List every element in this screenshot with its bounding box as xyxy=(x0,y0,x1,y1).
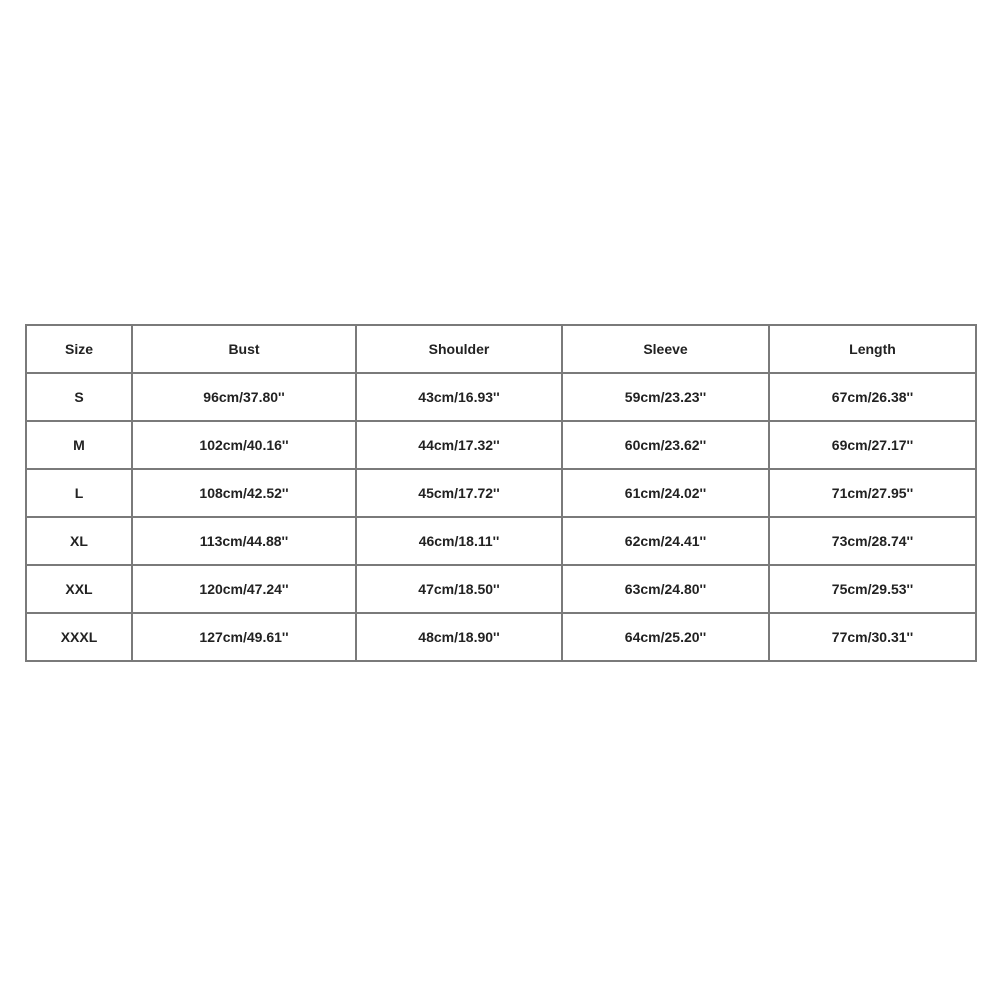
table-row xyxy=(26,469,976,517)
cell-length: 69cm/27.17'' xyxy=(769,421,976,469)
cell-length: 75cm/29.53'' xyxy=(769,565,976,613)
cell-sleeve: 64cm/25.20'' xyxy=(562,613,769,661)
cell-bust: 120cm/47.24'' xyxy=(132,565,356,613)
cell-bust: 113cm/44.88'' xyxy=(132,517,356,565)
table-row xyxy=(26,565,976,613)
header-row xyxy=(26,325,976,373)
table-row xyxy=(26,421,976,469)
cell-size: XXL xyxy=(26,565,132,613)
cell-size: M xyxy=(26,421,132,469)
cell-shoulder: 43cm/16.93'' xyxy=(356,373,562,421)
cell-size: XXXL xyxy=(26,613,132,661)
cell-shoulder: 47cm/18.50'' xyxy=(356,565,562,613)
size-chart-header xyxy=(26,325,976,373)
cell-size: S xyxy=(26,373,132,421)
cell-length: 77cm/30.31'' xyxy=(769,613,976,661)
cell-sleeve: 62cm/24.41'' xyxy=(562,517,769,565)
cell-sleeve: 63cm/24.80'' xyxy=(562,565,769,613)
cell-sleeve: 60cm/23.62'' xyxy=(562,421,769,469)
table-row xyxy=(26,373,976,421)
header-sleeve: Sleeve xyxy=(562,325,769,373)
size-chart-table xyxy=(25,324,977,662)
cell-bust: 102cm/40.16'' xyxy=(132,421,356,469)
header-bust: Bust xyxy=(132,325,356,373)
cell-shoulder: 45cm/17.72'' xyxy=(356,469,562,517)
cell-bust: 127cm/49.61'' xyxy=(132,613,356,661)
cell-size: L xyxy=(26,469,132,517)
cell-sleeve: 59cm/23.23'' xyxy=(562,373,769,421)
cell-length: 67cm/26.38'' xyxy=(769,373,976,421)
cell-length: 71cm/27.95'' xyxy=(769,469,976,517)
cell-bust: 108cm/42.52'' xyxy=(132,469,356,517)
size-chart-body xyxy=(26,373,976,661)
cell-size: XL xyxy=(26,517,132,565)
table-row xyxy=(26,613,976,661)
header-length: Length xyxy=(769,325,976,373)
table-row xyxy=(26,517,976,565)
cell-shoulder: 48cm/18.90'' xyxy=(356,613,562,661)
cell-shoulder: 44cm/17.32'' xyxy=(356,421,562,469)
header-shoulder: Shoulder xyxy=(356,325,562,373)
cell-bust: 96cm/37.80'' xyxy=(132,373,356,421)
cell-shoulder: 46cm/18.11'' xyxy=(356,517,562,565)
header-size: Size xyxy=(26,325,132,373)
cell-length: 73cm/28.74'' xyxy=(769,517,976,565)
cell-sleeve: 61cm/24.02'' xyxy=(562,469,769,517)
